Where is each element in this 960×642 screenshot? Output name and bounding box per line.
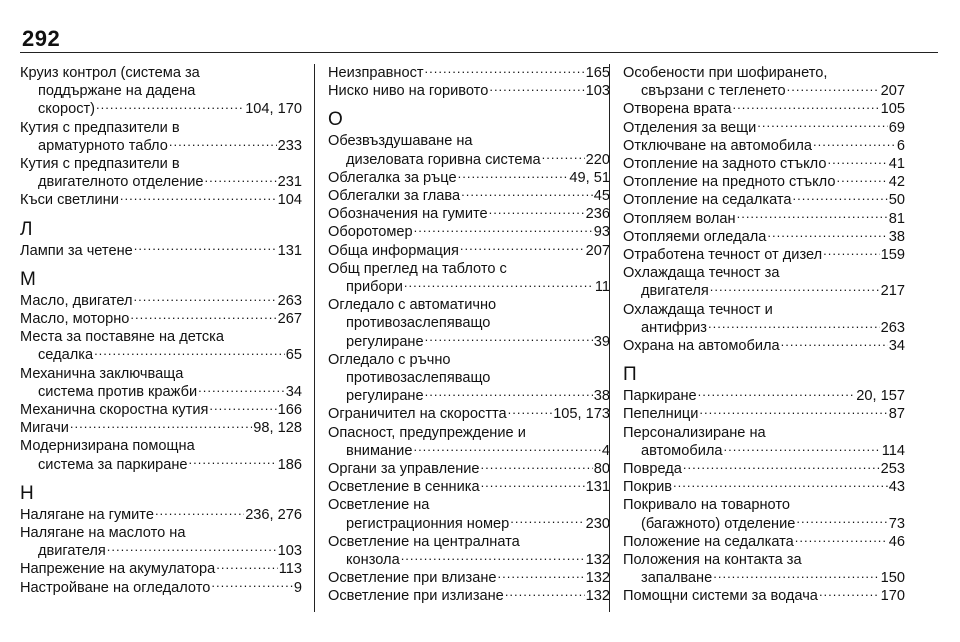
- page-number: 292: [22, 26, 61, 51]
- index-entry: [623, 460, 905, 478]
- dot-leader: [793, 194, 888, 204]
- index-entry-pages: 207: [585, 242, 610, 259]
- index-entry: [623, 301, 905, 337]
- index-entry-text: Осветление при влизане: [328, 570, 497, 587]
- index-entry-pages: 11: [594, 279, 610, 296]
- dot-leader: [508, 408, 553, 418]
- dot-leader: [481, 463, 593, 473]
- index-entry-text: конзола: [346, 552, 400, 569]
- index-entry: [20, 365, 302, 401]
- index-entry: [328, 424, 610, 460]
- index-entry-text: Неизправност: [328, 65, 424, 81]
- index-entry-text: Обезвъздушаване на: [328, 133, 473, 150]
- index-entry-text: Места за поставяне на детска: [20, 329, 224, 346]
- dot-leader: [757, 122, 888, 132]
- dot-leader: [211, 582, 293, 592]
- index-entry-text: Оборотомер: [328, 224, 413, 241]
- dot-leader: [209, 404, 276, 414]
- index-entry: [623, 587, 905, 605]
- index-entry-pages: 103: [585, 83, 610, 100]
- index-entry-text: Отопление на предното стъкло: [623, 174, 836, 191]
- index-entry-text: Отворена врата: [623, 101, 732, 118]
- index-entry: [20, 64, 302, 119]
- index-entry: [328, 169, 610, 187]
- dot-leader: [827, 158, 887, 168]
- index-entry: [623, 478, 905, 496]
- index-entry: [623, 246, 905, 264]
- index-entry-pages: 233: [277, 137, 302, 154]
- index-entry-text: Масло, двигател: [20, 292, 133, 309]
- dot-leader: [683, 463, 880, 473]
- dot-leader: [198, 386, 285, 396]
- index-entry-text: Ниско ниво на горивото: [328, 83, 489, 100]
- dot-leader: [413, 445, 600, 455]
- index-entry: [328, 533, 610, 569]
- index-entry-pages: 186: [277, 456, 302, 473]
- index-entry: [20, 155, 302, 191]
- dot-leader: [787, 85, 880, 95]
- index-entry-pages: 132: [585, 552, 610, 569]
- index-entry-text: регулиране: [346, 333, 424, 350]
- index-entry-text: Облегалки за глава: [328, 188, 461, 205]
- index-entry: [623, 337, 905, 355]
- dot-leader: [710, 285, 880, 295]
- dot-leader: [461, 190, 593, 200]
- index-column-2: [328, 64, 610, 606]
- index-entry-pages: 42: [888, 174, 905, 191]
- index-entry-pages: 103: [277, 543, 302, 560]
- index-entry-pages: 131: [585, 479, 610, 496]
- dot-leader: [130, 313, 276, 323]
- index-entry: [20, 437, 302, 473]
- index-entry-pages: 131: [277, 242, 302, 259]
- index-entry-pages: 150: [880, 570, 905, 587]
- index-entry-text: двигателя: [641, 283, 709, 300]
- index-entry: [328, 478, 610, 496]
- dot-leader: [737, 213, 888, 223]
- dot-leader: [401, 554, 585, 564]
- dot-leader: [823, 249, 880, 259]
- dot-leader: [404, 281, 594, 291]
- index-entry-text: антифриз: [641, 319, 707, 336]
- index-entry: [328, 260, 610, 296]
- dot-leader: [414, 226, 593, 236]
- index-entry-text: Положение на седалката: [623, 533, 794, 550]
- index-entry-text: Персонализиране на: [623, 424, 766, 441]
- dot-leader: [733, 103, 880, 113]
- dot-leader: [425, 390, 593, 400]
- index-entry-text: седалка: [38, 347, 94, 364]
- index-entry-text: Отопляеми огледала: [623, 228, 767, 245]
- column-divider: [314, 64, 315, 612]
- dot-leader: [819, 590, 880, 600]
- index-entry-text: Охлаждаща течност за: [623, 265, 780, 282]
- index-entry-text: (багажното) отделение: [641, 515, 796, 532]
- index-entry-text: Напрежение на акумулатора: [20, 561, 216, 578]
- index-entry-text: Круиз контрол (система за: [20, 65, 200, 81]
- index-entry-text: Масло, моторно: [20, 311, 130, 328]
- index-entry-text: прибори: [346, 279, 403, 296]
- index-entry-pages: 81: [888, 210, 905, 227]
- index-entry-text: Огледало с автоматично: [328, 297, 497, 314]
- index-entry-pages: 38: [888, 228, 905, 245]
- index-entry-text: Модернизирана помощна: [20, 438, 195, 455]
- index-entry: [328, 187, 610, 205]
- index-entry-text: Осветление при излизане: [328, 588, 504, 605]
- dot-leader: [107, 545, 277, 555]
- index-entry-pages: 49, 51: [569, 169, 610, 186]
- index-entry: [623, 173, 905, 191]
- index-entry-pages: 263: [277, 292, 302, 309]
- index-entry: [623, 264, 905, 300]
- dot-leader: [767, 231, 887, 241]
- index-entry: [623, 496, 905, 532]
- index-entry-text: Покривало на товарното: [623, 497, 790, 514]
- index-entry-pages: 105: [880, 101, 905, 118]
- column-divider: [609, 64, 610, 612]
- index-letter-heading: О: [328, 109, 343, 131]
- dot-leader: [458, 172, 569, 182]
- dot-leader: [489, 208, 585, 218]
- index-entry-text: регулиране: [346, 388, 424, 405]
- dot-leader: [189, 459, 277, 469]
- index-entry-text: Органи за управление: [328, 461, 480, 478]
- index-entry: [20, 419, 302, 437]
- index-entry: [20, 401, 302, 419]
- index-entry: [623, 210, 905, 228]
- index-entry-text: скорост): [38, 101, 96, 118]
- dot-leader: [781, 340, 888, 350]
- index-entry-text: Осветление на: [328, 497, 430, 514]
- dot-leader: [134, 245, 277, 255]
- index-entry-text: свързани с тегленето: [641, 83, 786, 100]
- index-entry-text: Отопление на седалката: [623, 192, 792, 209]
- index-entry-text: Кутия с предпазители в: [20, 119, 180, 136]
- dot-leader: [699, 408, 887, 418]
- dot-leader: [169, 140, 277, 150]
- index-entry-pages: 39: [593, 333, 610, 350]
- index-entry-pages: 80: [593, 461, 610, 478]
- index-entry-text: Охрана на автомобила: [623, 338, 780, 355]
- dot-leader: [698, 390, 856, 400]
- index-letter-heading: Л: [20, 218, 33, 240]
- index-entry-text: Настройване на огледалото: [20, 579, 211, 596]
- index-entry-pages: 113: [278, 561, 302, 578]
- index-entry: [623, 424, 905, 460]
- index-entry: [328, 205, 610, 223]
- index-entry-pages: 267: [277, 311, 302, 328]
- index-entry-text: Облегалка за ръце: [328, 169, 457, 186]
- index-entry: [623, 137, 905, 155]
- index-entry: [20, 191, 302, 209]
- dot-leader: [94, 349, 285, 359]
- dot-leader: [96, 103, 244, 113]
- index-entry-text: Отделения за вещи: [623, 119, 757, 136]
- index-entry-pages: 38: [593, 388, 610, 405]
- index-entry-text: Кутия с предпазители в: [20, 156, 180, 173]
- index-entry-text: Огледало с ръчно: [328, 351, 451, 368]
- index-entry-pages: 98, 128: [253, 420, 302, 437]
- index-column-1: [20, 64, 302, 597]
- dot-leader: [489, 85, 584, 95]
- index-entry: [20, 579, 302, 597]
- index-entry: [20, 506, 302, 524]
- index-entry-text: запалване: [641, 570, 713, 587]
- index-entry-text: автомобила: [641, 442, 723, 459]
- index-entry-text: Пепелници: [623, 406, 699, 423]
- index-entry-pages: 114: [881, 442, 905, 459]
- index-entry-pages: 166: [277, 402, 302, 419]
- index-entry-pages: 170: [880, 588, 905, 605]
- index-entry: [623, 64, 905, 100]
- index-entry-text: Механична скоростна кутия: [20, 402, 209, 419]
- index-entry-pages: 165: [585, 65, 610, 81]
- index-entry-text: Охлаждаща течност и: [623, 301, 773, 318]
- index-entry-pages: 6: [896, 137, 905, 154]
- index-entry-pages: 104, 170: [245, 101, 302, 118]
- index-entry-text: противозаслепяващо: [346, 370, 491, 387]
- index-entry: [328, 64, 610, 82]
- index-entry-pages: 236, 276: [245, 506, 302, 523]
- index-entry: [328, 405, 610, 423]
- index-entry-text: система против кражби: [38, 383, 198, 400]
- index-entry: [328, 496, 610, 532]
- index-entry-text: Къси светлини: [20, 192, 119, 209]
- index-entry-pages: 231: [277, 174, 302, 191]
- index-entry-pages: 34: [285, 383, 302, 400]
- index-entry-pages: 41: [888, 156, 905, 173]
- dot-leader: [70, 422, 252, 432]
- index-entry: [623, 405, 905, 423]
- dot-leader: [425, 67, 585, 77]
- dot-leader: [120, 194, 277, 204]
- index-entry-text: Общ преглед на таблото с: [328, 260, 507, 277]
- dot-leader: [134, 295, 277, 305]
- index-entry-text: противозаслепяващо: [346, 315, 491, 332]
- index-entry-text: Помощни системи за водача: [623, 588, 818, 605]
- dot-leader: [216, 563, 277, 573]
- index-entry-text: Особености при шофирането,: [623, 65, 828, 81]
- dot-leader: [481, 481, 585, 491]
- index-entry-text: арматурното табло: [38, 137, 168, 154]
- dot-leader: [205, 176, 277, 186]
- dot-leader: [713, 572, 879, 582]
- index-entry: [623, 100, 905, 118]
- index-entry-pages: 4: [601, 442, 610, 459]
- index-entry: [623, 551, 905, 587]
- index-letter-heading: П: [623, 364, 637, 386]
- index-entry-text: Механична заключваща: [20, 365, 184, 382]
- index-entry-text: Ограничител на скоростта: [328, 406, 507, 423]
- index-entry-text: Обща информация: [328, 242, 459, 259]
- index-entry-text: Положения на контакта за: [623, 552, 802, 569]
- index-entry-pages: 253: [880, 461, 905, 478]
- index-entry-text: регистрационния номер: [346, 515, 510, 532]
- dot-leader: [795, 536, 888, 546]
- index-entry-text: Обозначения на гумите: [328, 206, 488, 223]
- index-entry-pages: 217: [880, 283, 905, 300]
- index-entry: [623, 387, 905, 405]
- dot-leader: [723, 445, 880, 455]
- index-entry: [328, 460, 610, 478]
- dot-leader: [542, 154, 585, 164]
- index-entry-text: Налягане на маслото на: [20, 525, 186, 542]
- header-rule: [20, 52, 938, 53]
- index-entry-pages: 45: [593, 188, 610, 205]
- index-entry-pages: 132: [585, 570, 610, 587]
- index-letter-heading: Н: [20, 482, 34, 504]
- index-entry: [328, 296, 610, 351]
- dot-leader: [155, 509, 244, 519]
- index-entry-pages: 20, 157: [856, 388, 905, 405]
- index-entry-text: дизеловата горивна система: [346, 151, 541, 168]
- dot-leader: [673, 481, 888, 491]
- index-entry: [20, 524, 302, 560]
- dot-leader: [836, 176, 887, 186]
- index-entry: [623, 533, 905, 551]
- dot-leader: [708, 322, 880, 332]
- index-entry-pages: 69: [888, 119, 905, 136]
- dot-leader: [425, 336, 593, 346]
- index-entry: [20, 119, 302, 155]
- index-entry-pages: 50: [888, 192, 905, 209]
- index-entry-pages: 87: [888, 406, 905, 423]
- index-entry: [328, 587, 610, 605]
- index-entry: [623, 119, 905, 137]
- index-entry: [328, 223, 610, 241]
- index-entry-pages: 65: [285, 347, 302, 364]
- dot-leader: [498, 572, 585, 582]
- index-entry-pages: 236: [585, 206, 610, 223]
- index-entry: [20, 560, 302, 578]
- index-entry-pages: 132: [585, 588, 610, 605]
- index-entry-text: Опасност, предупреждение и: [328, 424, 526, 441]
- index-entry-text: внимание: [346, 442, 413, 459]
- index-column-3: [623, 64, 905, 606]
- index-entry: [623, 191, 905, 209]
- index-entry-text: Лампи за четене: [20, 242, 133, 259]
- index-entry-text: Отопление на задното стъкло: [623, 156, 827, 173]
- index-entry-pages: 207: [880, 83, 905, 100]
- index-entry-pages: 220: [585, 151, 610, 168]
- index-entry-text: Мигачи: [20, 420, 69, 437]
- index-entry-pages: 263: [880, 319, 905, 336]
- dot-leader: [796, 518, 887, 528]
- index-entry: [20, 328, 302, 364]
- index-entry-text: Налягане на гумите: [20, 506, 154, 523]
- index-entry: [20, 310, 302, 328]
- dot-leader: [505, 590, 585, 600]
- dot-leader: [510, 518, 584, 528]
- index-entry-text: система за паркиране: [38, 456, 188, 473]
- index-entry-text: Повреда: [623, 461, 682, 478]
- index-entry-text: Отработена течност от дизел: [623, 247, 823, 264]
- index-entry-pages: 105, 173: [553, 406, 610, 423]
- index-entry: [20, 242, 302, 260]
- index-entry: [328, 82, 610, 100]
- index-entry-text: Осветление в сенника: [328, 479, 480, 496]
- index-entry-pages: 104: [277, 192, 302, 209]
- index-entry: [20, 292, 302, 310]
- index-letter-heading: М: [20, 268, 36, 290]
- index-entry: [623, 228, 905, 246]
- index-entry-text: Покрив: [623, 479, 673, 496]
- index-entry-text: двигателното отделение: [38, 174, 204, 191]
- index-entry: [623, 155, 905, 173]
- dot-leader: [813, 140, 896, 150]
- dot-leader: [460, 245, 585, 255]
- index-entry: [328, 569, 610, 587]
- index-entry-pages: 93: [593, 224, 610, 241]
- index-entry: [328, 242, 610, 260]
- index-entry-text: двигателя: [38, 543, 106, 560]
- index-entry-text: поддържане на дадена: [38, 83, 196, 100]
- index-entry-pages: 159: [880, 247, 905, 264]
- index-entry-pages: 34: [888, 338, 905, 355]
- index-entry: [328, 132, 610, 168]
- index-entry-pages: 9: [293, 579, 302, 596]
- index-entry-pages: 43: [888, 479, 905, 496]
- index-entry: [328, 351, 610, 406]
- index-entry-text: Осветление на централната: [328, 533, 520, 550]
- index-entry-text: Паркиране: [623, 388, 697, 405]
- index-entry-pages: 230: [585, 515, 610, 532]
- index-entry-text: Отопляем волан: [623, 210, 736, 227]
- index-entry-pages: 73: [888, 515, 905, 532]
- index-entry-pages: 46: [888, 533, 905, 550]
- index-entry-text: Отключване на автомобила: [623, 137, 812, 154]
